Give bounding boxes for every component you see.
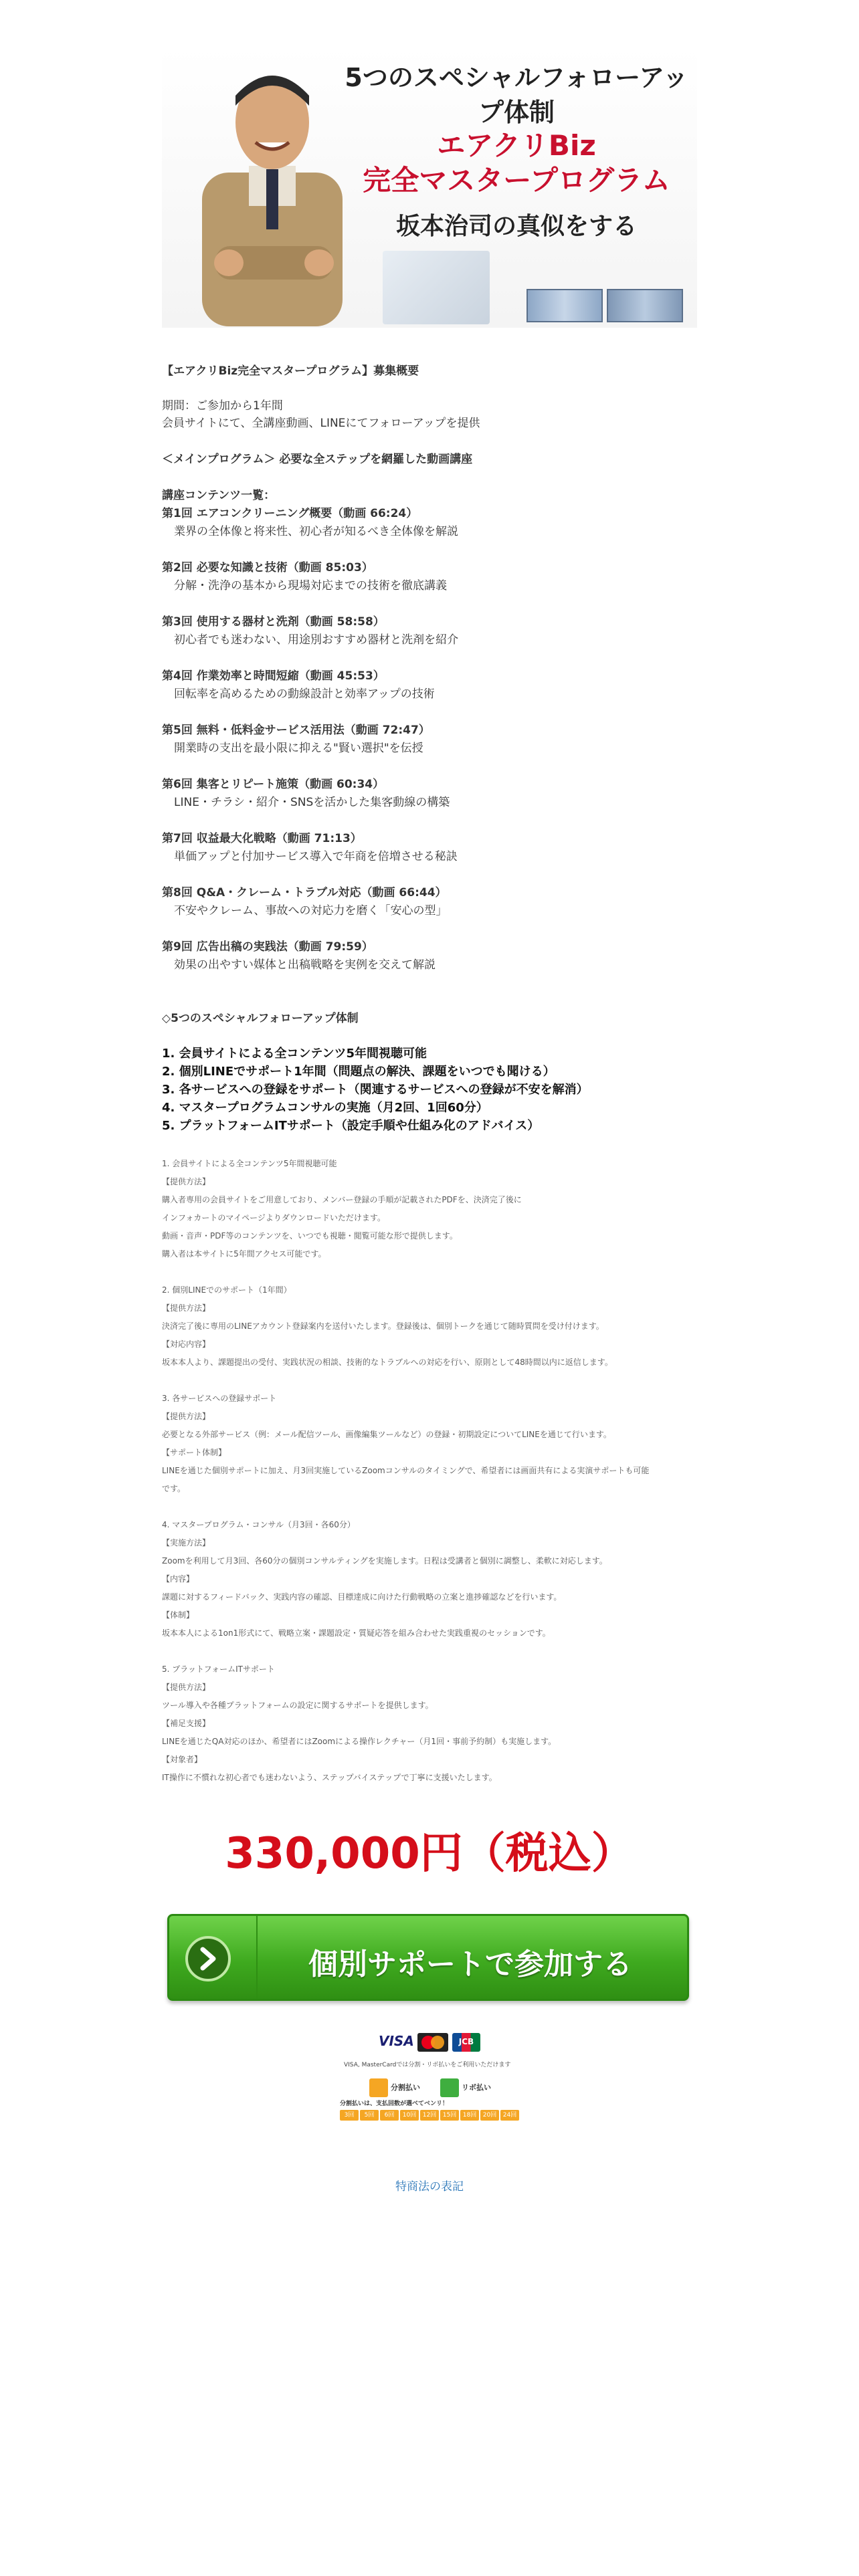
installment-icon: [369, 2078, 388, 2097]
installment-count: 3回: [340, 2110, 359, 2121]
overview-heading: 【エアクリBiz完全マスタープログラム】募集概要: [162, 364, 419, 378]
detail-line: IT操作に不慣れな初心者でも迷わないよう、ステップバイステップで丁寧に支援いたします。: [162, 1773, 497, 1782]
lecture-title: 第7回 収益最大化戦略（動画 71:13）: [162, 832, 362, 845]
revolving-icon: [440, 2078, 459, 2097]
lecture-desc: 分解・洗浄の基本から現場対応までの技術を徹底講義: [174, 579, 447, 593]
installment-count: 12回: [420, 2110, 439, 2121]
lecture-desc: 業界の全体像と将来性、初心者が知るべき全体像を解説: [174, 525, 458, 538]
detail-line: LINEを通じたQA対応のほか、希望者にはZoomによる操作レクチャー（月1回・事前予約制）も実施します。: [162, 1737, 557, 1746]
detail-line: 1. 会員サイトによる全コンテンツ5年間視聴可能: [162, 1159, 337, 1168]
main-program-heading: ＜メインプログラム＞ 必要な全ステップを網羅した動画講座: [162, 453, 473, 466]
mastercard-logo: [417, 2033, 448, 2052]
detail-line: 【補足支援】: [162, 1719, 211, 1728]
detail-line: Zoomを利用して月3回、各60分の個別コンサルティングを実施します。日程は受講者と個別に調整し、柔軟に対応します。: [162, 1556, 607, 1566]
detail-line: です。: [162, 1484, 186, 1493]
detail-line: 坂本本人より、課題提出の受付、実践状況の相談、技術的なトラブルへの対応を行い、原則として48時間以内に返信します。: [162, 1358, 613, 1367]
installment-note: 分割払いは、支払回数が選べてベンリ！: [340, 2101, 449, 2107]
cta-label: 個別サポートで参加する: [308, 1947, 632, 1981]
lecture-desc: 単価アップと付加サービス導入で年商を倍増させる秘訣: [174, 850, 458, 863]
detail-line: 【提供方法】: [162, 1177, 211, 1186]
detail-line: 【提供方法】: [162, 1303, 211, 1313]
detail-line: 4. マスタープログラム・コンサル（月3回・各60分）: [162, 1520, 355, 1529]
followup-item: 3. 各サービスへの登録をサポート（関連するサービスへの登録が不安を解消）: [162, 1083, 589, 1097]
button-divider: [256, 1916, 258, 1999]
filter-after-photo: [607, 289, 683, 322]
instructor-photo: [202, 59, 343, 326]
jcb-logo: JCB: [452, 2033, 480, 2052]
cards-note: VISA, MasterCardでは分割・リボ払いをご利用いただけます: [344, 2062, 511, 2068]
visa-logo: VISA: [379, 2033, 414, 2049]
installment-badge: [369, 2078, 420, 2097]
detail-line: 購入者専用の会員サイトをご用意しており、メンバー登録の手順が記載されたPDFを、決済完了後に: [162, 1195, 522, 1204]
followup-item: 2. 個別LINEでサポート1年間（問題点の解決、課題をいつでも聞ける）: [162, 1065, 555, 1079]
lecture-desc: 開業時の支出を最小限に抑える"賢い選択"を伝授: [174, 742, 423, 755]
detail-line: 【対象者】: [162, 1755, 203, 1764]
detail-line: 【実施方法】: [162, 1538, 211, 1547]
lecture-title: 第4回 作業効率と時間短縮（動画 45:53）: [162, 669, 385, 683]
detail-line: 【提供方法】: [162, 1683, 211, 1692]
detail-line: 3. 各サービスへの登録サポート: [162, 1394, 277, 1403]
detail-line: インフォカートのマイページよりダウンロードいただけます。: [162, 1213, 385, 1222]
followup-item: 4. マスタープログラムコンサルの実施（月2回、1回60分）: [162, 1101, 488, 1115]
lecture-title: 第8回 Q&A・クレーム・トラブル対応（動画 66:44）: [162, 886, 447, 899]
tokusho-link[interactable]: 特商法の表記: [395, 2180, 464, 2193]
price-display: 330,000円（税込）: [225, 1829, 634, 1879]
followup-heading: ◇5つのスペシャルフォローアップ体制: [162, 1012, 359, 1025]
lecture-title: 第6回 集客とリピート施策（動画 60:34）: [162, 778, 385, 791]
detail-line: ツール導入や各種プラットフォームの設定に関するサポートを提供します。: [162, 1701, 434, 1710]
detail-line: 動画・音声・PDF等のコンテンツを、いつでも視聴・閲覧可能な形で提供します。: [162, 1231, 458, 1241]
chevron-right-icon: [185, 1936, 231, 1981]
detail-line: 課題に対するフィードバック、実践内容の確認、目標達成に向けた行動戦略の立案と進捗確認などを行います。: [162, 1592, 562, 1602]
lecture-title: 第1回 エアコンクリーニング概要（動画 66:24）: [162, 507, 418, 520]
detail-line: LINEを通じた個別サポートに加え、月3回実施しているZoomコンサルのタイミングで、希望者には画面共有による実演サポートも可能: [162, 1466, 650, 1475]
followup-item: 1. 会員サイトによる全コンテンツ5年間視聴可能: [162, 1047, 427, 1061]
lecture-desc: LINE・チラシ・紹介・SNSを活かした集客動線の構築: [174, 796, 450, 809]
detail-line: 5. プラットフォームITサポート: [162, 1665, 275, 1674]
lecture-title: 第3回 使用する器材と洗剤（動画 58:58）: [162, 615, 385, 629]
hero-subtitle: 坂本治司の真似をする: [395, 213, 637, 240]
detail-line: 【内容】: [162, 1574, 195, 1584]
lecture-title: 第2回 必要な知識と技術（動画 85:03）: [162, 561, 373, 574]
hero-title: 5つのスペシャルフォローアップ体制: [345, 63, 688, 127]
hero-product-name: エアクリBiz 完全マスタープログラム: [363, 129, 670, 197]
follow-text: 会員サイトにて、全講座動画、LINEにてフォローアップを提供: [162, 417, 480, 430]
installment-count: 5回: [360, 2110, 379, 2121]
installment-count: 18回: [460, 2110, 479, 2121]
revolving-label: リボ払い: [462, 2083, 491, 2092]
detail-line: 必要となる外部サービス（例：メール配信ツール、画像編集ツールなど）の登録・初期設定についてLINEを通じて行います。: [162, 1430, 611, 1439]
detail-line: 購入者は本サイトに5年間アクセス可能です。: [162, 1249, 326, 1259]
lecture-desc: 初心者でも迷わない、用途別おすすめ器材と洗剤を紹介: [174, 633, 459, 647]
installment-label: 分割払い: [391, 2083, 420, 2092]
detail-line: 【サポート体制】: [162, 1448, 227, 1457]
detail-line: 【提供方法】: [162, 1412, 211, 1421]
installment-count: 20回: [480, 2110, 499, 2121]
followup-item: 5. プラットフォームITサポート（設定手順や仕組み化のアドバイス）: [162, 1119, 540, 1133]
detail-line: 【体制】: [162, 1610, 195, 1620]
detail-line: 坂本本人による1on1形式にて、戦略立案・課題設定・質疑応答を組み合わせた実践重視のセッションです。: [162, 1628, 551, 1638]
detail-line: 【対応内容】: [162, 1339, 211, 1349]
lecture-desc: 回転率を高めるための動線設計と効率アップの技術: [174, 687, 435, 701]
join-individual-support-button[interactable]: [167, 1914, 689, 2001]
hero-banner: [162, 47, 697, 328]
installment-count: 10回: [400, 2110, 419, 2121]
installment-count: 6回: [380, 2110, 399, 2121]
period-text: 期間：ご参加から1年間: [162, 399, 283, 413]
detail-line: 2. 個別LINEでのサポート（1年間）: [162, 1285, 292, 1295]
aircon-cleaning-photo: [383, 251, 490, 324]
lecture-desc: 不安やクレーム、事故への対応力を磨く「安心の型」: [174, 904, 448, 918]
filter-before-photo: [527, 289, 603, 322]
lecture-title: 第5回 無料・低料金サービス活用法（動画 72:47）: [162, 724, 430, 737]
installment-count: 24回: [500, 2110, 519, 2121]
detail-line: 決済完了後に専用のLINEアカウント登録案内を送付いたします。登録後は、個別トークを通じて随時質問を受け付けます。: [162, 1321, 604, 1331]
lecture-title: 第9回 広告出稿の実践法（動画 79:59）: [162, 940, 373, 954]
lecture-desc: 効果の出やすい媒体と出稿戦略を実例を交えて解説: [174, 958, 436, 972]
revolving-badge: [440, 2078, 491, 2097]
contents-label: 講座コンテンツ一覧：: [162, 489, 276, 502]
installment-count: 15回: [440, 2110, 459, 2121]
